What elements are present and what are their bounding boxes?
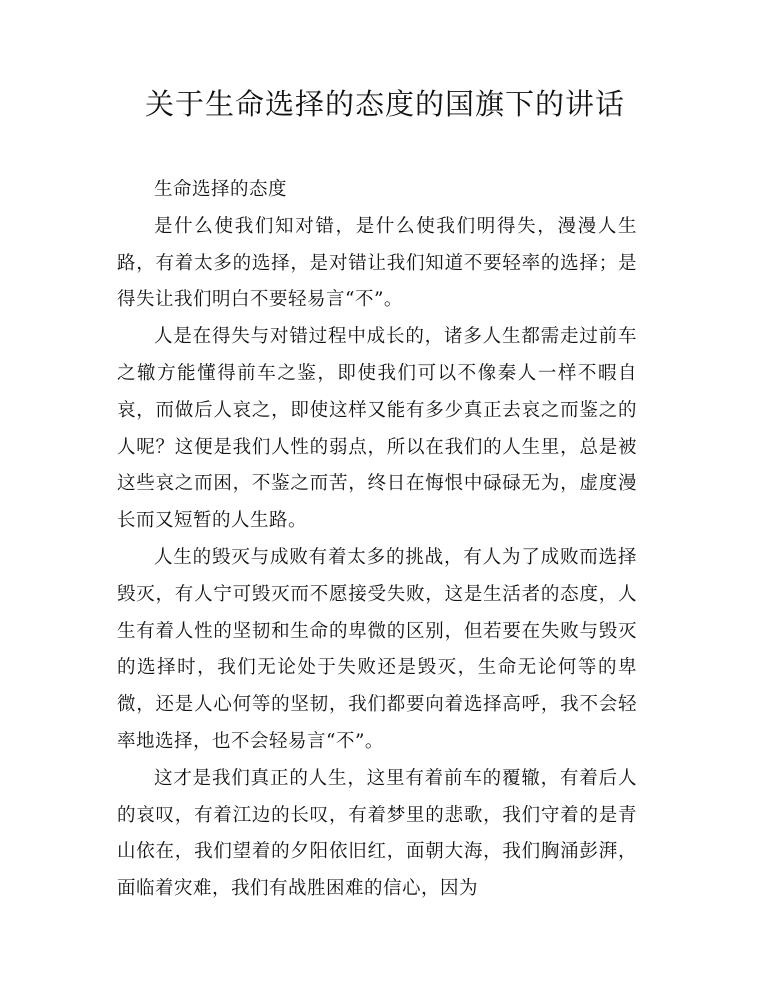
body-paragraph: 人是在得失与对错过程中成长的，诸多人生都需走过前车之辙方能懂得前车之鉴，即使我们可以不像秦人一样不暇自哀，而做后人哀之，即使这样又能有多少真正去哀之而鉴之的人呢？这便是我们人性的弱点，所以在我们的人生里，总是被这些哀之而困，不鉴之而苦，终日在悔恨中碌碌无为，虚度漫长而又短暂的人生路。 bbox=[117, 326, 637, 532]
subtitle-paragraph: 生命选择的态度 bbox=[154, 179, 288, 200]
body-paragraph: 人生的毁灭与成败有着太多的挑战，有人为了成败而选择毁灭，有人宁可毁灭而不愿接受失败，这是生活者的态度，人生有着人性的坚韧和生命的卑微的区别，但若要在失败与毁灭的选择时，我们无论处于失败还是毁灭，生命无论何等的卑微，还是人心何等的坚韧，我们都要向着选择高呼，我不会轻率地选择，也不会轻易言“不”。 bbox=[117, 546, 637, 752]
body-paragraph: 这才是我们真正的人生，这里有着前车的覆辙，有着后人的哀叹，有着江边的长叹，有着梦里的悲歌，我们守着的是青山依在，我们望着的夕阳依旧红，面朝大海，我们胸涌彭湃，面临着灾难，我们有战胜困难的信心，因为 bbox=[117, 767, 637, 900]
document-title: 关于生命选择的态度的国旗下的讲话 bbox=[144, 87, 625, 121]
document-body bbox=[117, 172, 637, 908]
body-paragraph: 是什么使我们知对错，是什么使我们明得失，漫漫人生路，有着太多的选择，是对错让我们知道不要轻率的选择；是得失让我们明白不要轻易言“不”。 bbox=[117, 215, 637, 311]
